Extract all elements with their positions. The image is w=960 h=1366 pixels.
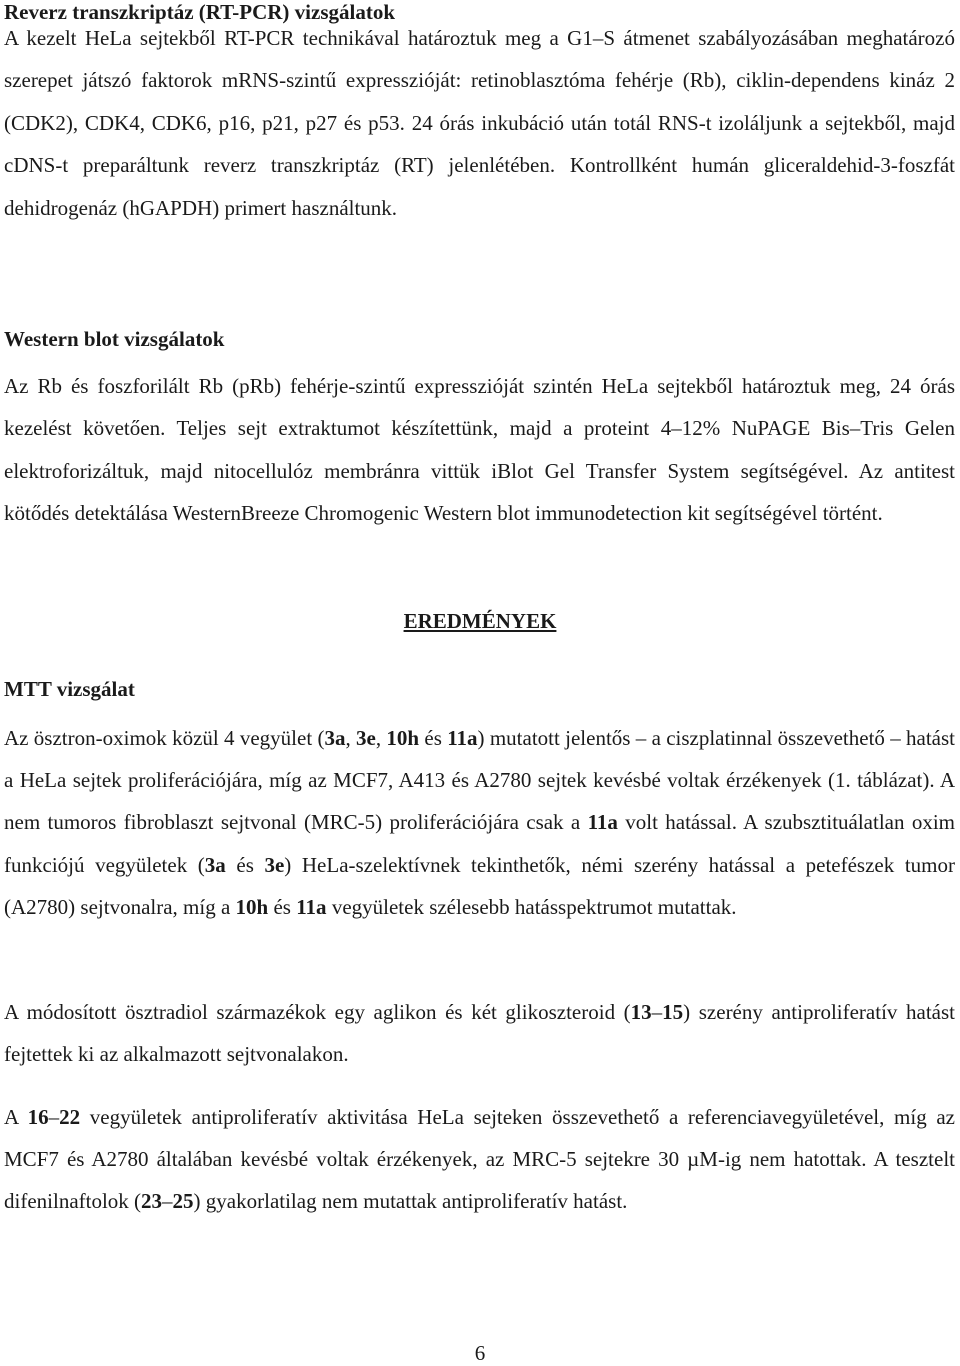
page-number: 6	[474, 1341, 486, 1365]
compound-ref: 11a	[296, 894, 327, 919]
western-heading: Western blot vizsgálatok	[4, 327, 225, 351]
compound-ref: 16	[27, 1105, 49, 1129]
compound-ref: 11a	[587, 810, 618, 835]
compound-ref: 25	[172, 1189, 194, 1214]
mtt-heading: MTT vizsgálat	[4, 677, 135, 701]
compound-ref: 3a	[324, 726, 346, 750]
rtpcr-heading: Reverz transzkriptáz (RT-PCR) vizsgálatok	[4, 0, 395, 24]
results-title: EREDMÉNYEK	[403, 609, 557, 633]
mtt-paragraph-1: Az ösztron-oximok közül 4 vegyület (3a, 3e, 10h és 11a) mutatott jelentős – a ciszplatinnal összevethető – hatást a HeLa sejtek proliferációjára, míg az MCF7, A413 és A2780 sejtek kevésbé voltak érzékenyek (1. táblázat). A nem tumoros fibroblaszt sejtvonal (MRC-5) proliferációjára csak a 11a volt hatással. A szubsztituálatlan oxim funkciójú vegyületek (3a és 3e) HeLa-szelektívnek tekinthetők, némi szerény hatással a petefészek tumor (A2780) sejtvonalra, míg a 10h és 11a vegyületek szélesebb hatásspektrumot mutattak.	[4, 726, 956, 919]
mtt-paragraph-3: A 16–22 vegyületek antiproliferatív aktivitása HeLa sejteken összevethető a referenciavegyületével, míg az MCF7 és A2780 általában kevésbé voltak érzékenyek, az MRC-5 sejtekre 30 µM-ig nem hatottak. A tesztelt difenilnaftolok (23–25) gyakorlatilag nem mutattak antiproliferatív hatást.	[4, 1105, 955, 1214]
compound-ref: 22	[59, 1105, 81, 1129]
compound-ref: 15	[662, 1000, 684, 1024]
compound-ref: 11a	[447, 726, 478, 750]
rtpcr-paragraph: A kezelt HeLa sejtekből RT-PCR technikával határoztuk meg a G1–S átmenet szabályozásában meghatározó szerepet játszó faktorok mRNS-szintű expresszióját: retinoblasztóma fehérje (Rb), ciklin-dependens kináz 2 (CDK2), CDK4, CDK6, p16, p21, p27 és p53. 24 órás inkubáció után totál RNS-t izoláljunk a sejtekből, majd cDNS-t preparáltunk reverz transzkriptáz (RT) jelenlétében. Kontrollként humán gliceraldehid-3-foszfát dehidrogenáz (hGAPDH) primert használtunk.	[4, 26, 955, 220]
western-paragraph: Az Rb és foszforilált Rb (pRb) fehérje-szintű expresszióját szintén HeLa sejtekből határoztuk meg, 24 órás kezelést követően. Teljes sejt extraktumot készítettünk, majd a proteint 4–12% NuPAGE Bis–Tris Gelen elektroforizáltuk, majd nitocellulóz membránra vittük iBlot Gel Transfer System segítségével. Az antitest kötődés detektálása WesternBreeze Chromogenic Western blot immunodetection kit segítségével történt.	[4, 374, 955, 526]
mtt-paragraph-2: A módosított ösztradiol származékok egy aglikon és két glikoszteroid (13–15) szerény antiproliferatív hatást fejtettek ki az alkalmazott sejtvonalakon.	[4, 1000, 955, 1067]
compound-ref: 10h	[235, 894, 269, 919]
compound-ref: 13	[630, 1000, 652, 1024]
compound-ref: 10h	[386, 726, 420, 750]
compound-ref: 23	[141, 1189, 163, 1214]
compound-ref: 3e	[264, 852, 285, 877]
compound-ref: 3a	[204, 852, 226, 877]
compound-ref: 3e	[356, 726, 376, 750]
